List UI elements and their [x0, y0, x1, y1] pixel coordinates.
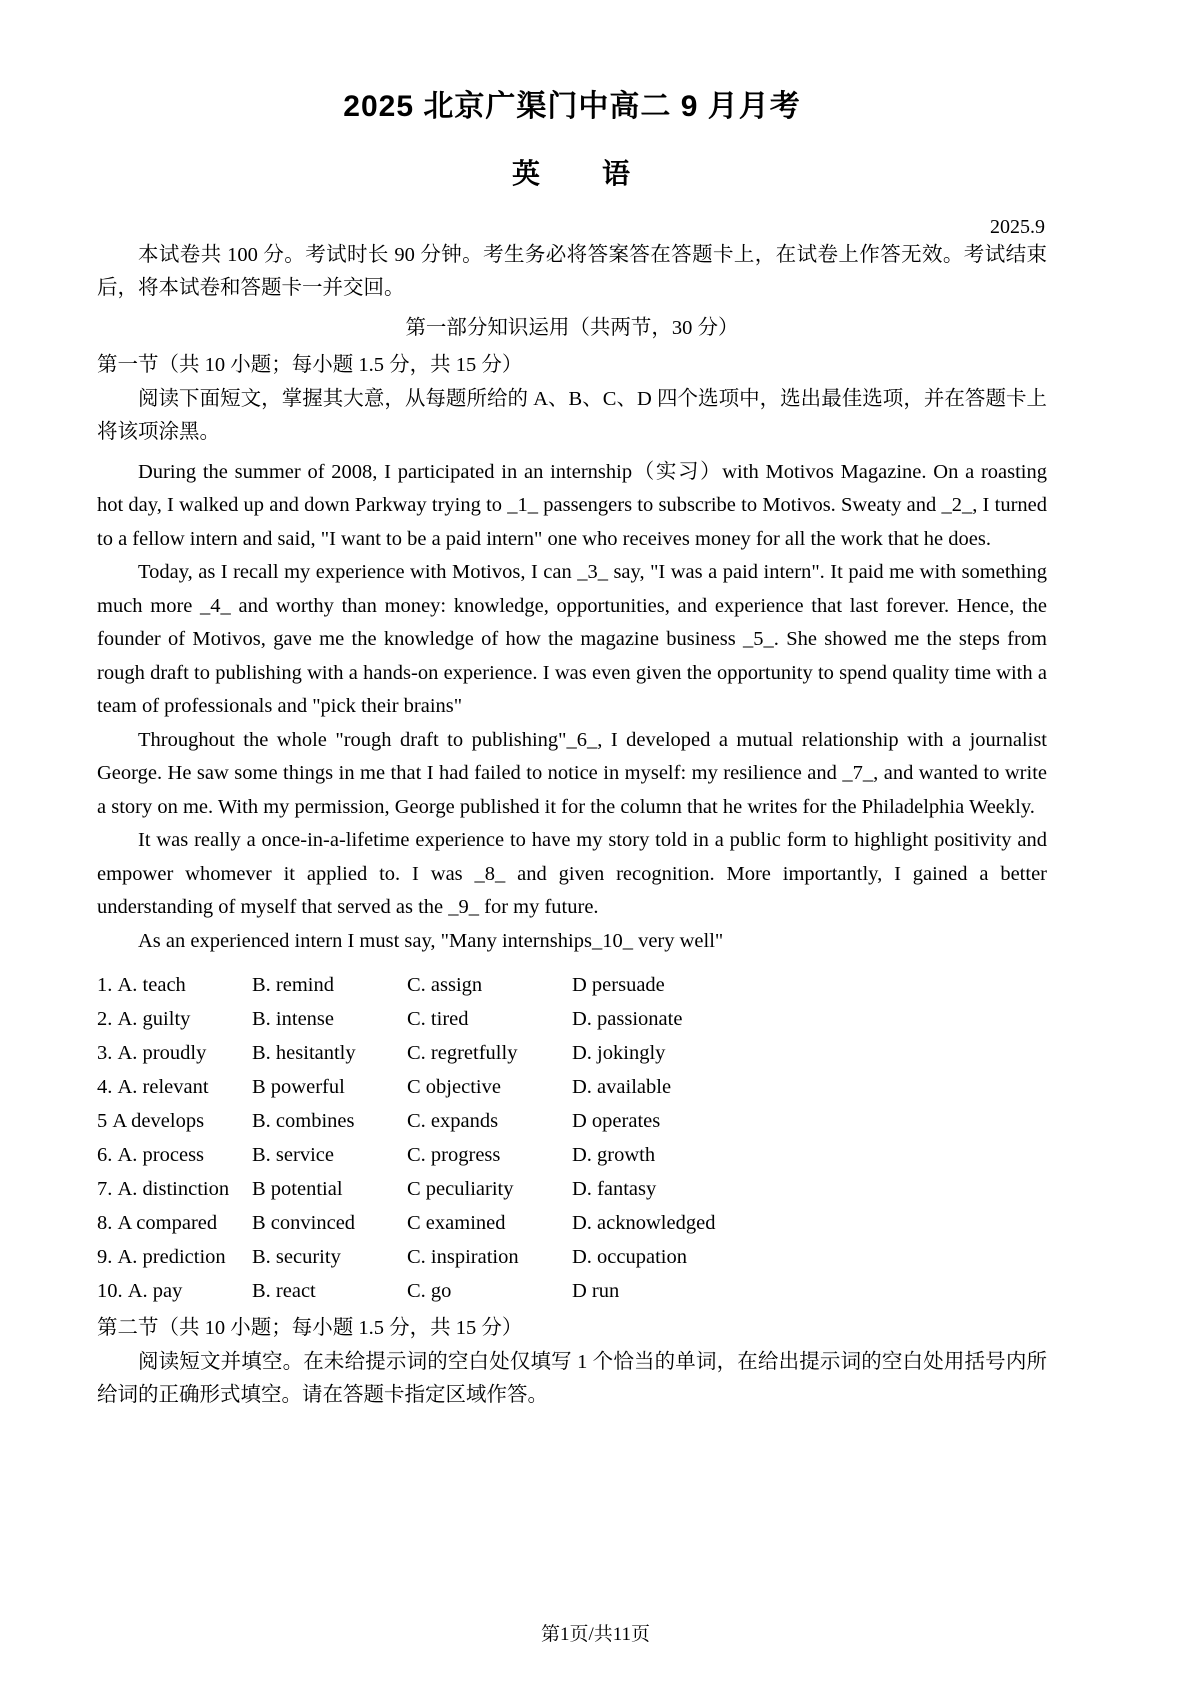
option-choice-c[interactable]: C. assign [407, 974, 483, 996]
option-choice-c[interactable]: C. tired [407, 1008, 469, 1030]
page-footer: 第1页/共11页 [540, 1624, 651, 1645]
option-choice-d[interactable]: D. jokingly [572, 1042, 666, 1064]
option-label-a: A. proudly [117, 1042, 207, 1064]
option-row [97, 1274, 1047, 1308]
option-number: 1. [97, 974, 113, 996]
option-choice-a[interactable] [97, 1206, 252, 1240]
option-number: 10. [97, 1280, 123, 1302]
option-row [97, 1172, 1047, 1206]
option-choice-d[interactable]: D. occupation [572, 1246, 687, 1268]
option-choice-a[interactable] [97, 1172, 252, 1206]
cloze-passage [97, 456, 1047, 959]
section-two-instruction: 阅读短文并填空。在未给提示词的空白处仅填写 1 个恰当的单词，在给出提示词的空白处用括号内所给词的正确形式填空。请在答题卡指定区域作答。 [97, 1350, 1047, 1406]
option-choice-d[interactable]: D operates [572, 1110, 661, 1132]
option-number: 7. [97, 1178, 113, 1200]
option-choice-b[interactable]: B. security [252, 1246, 341, 1268]
option-choice-a[interactable] [97, 1138, 252, 1172]
option-choice-c[interactable]: C. progress [407, 1144, 501, 1166]
option-choice-a[interactable] [97, 1240, 252, 1274]
section-one-heading: 第一节（共 10 小题；每小题 1.5 分，共 15 分） [97, 354, 523, 376]
option-label-a: A. relevant [117, 1076, 209, 1098]
option-choice-b[interactable]: B. hesitantly [252, 1042, 356, 1064]
option-choice-a[interactable] [97, 968, 252, 1002]
option-choice-c[interactable]: C objective [407, 1076, 501, 1098]
option-choice-c[interactable]: C examined [407, 1212, 506, 1234]
option-row [97, 968, 1047, 1002]
option-choice-b[interactable]: B convinced [252, 1212, 356, 1234]
subject-title: 英 语 [511, 157, 632, 189]
part-one-heading: 第一部分知识运用（共两节，30 分） [405, 316, 739, 339]
option-choice-b[interactable]: B powerful [252, 1076, 345, 1098]
option-choice-d[interactable]: D persuade [572, 974, 665, 996]
option-number: 2. [97, 1008, 113, 1030]
passage-paragraph: Throughout the whole "rough draft to publishing"_6_, I developed a mutual relationship with a journalist George. He saw some things in me that I had failed to notice in myself: my resilience and _7_, and wanted to write a story on me. With my permission, George published it for the column that he writes for the Philadelphia Weekly. [97, 728, 1047, 818]
passage-paragraph: During the summer of 2008, I participated in an internship（实习）with Motivos Magazine. On a roasting hot day, I walked up and down Parkway trying to _1_ passengers to subscribe to Motivos. Sweaty and _2_, I turned to a fellow intern and said, "I want to be a paid intern" one who receives money for all the work that he does. [97, 460, 1047, 550]
option-choice-d[interactable]: D. fantasy [572, 1178, 657, 1200]
option-label-a: A. guilty [117, 1008, 191, 1030]
option-row [97, 1036, 1047, 1070]
option-choice-b[interactable]: B potential [252, 1178, 343, 1200]
passage-paragraph: As an experienced intern I must say, "Many internships_10_ very well" [138, 929, 724, 952]
page-content [97, 0, 1047, 1413]
option-row [97, 1104, 1047, 1138]
option-choice-a[interactable] [97, 1104, 252, 1138]
option-row [97, 1206, 1047, 1240]
option-choice-c[interactable]: C. go [407, 1280, 452, 1302]
exam-notice: 本试卷共 100 分。考试时长 90 分钟。考生务必将答案答在答题卡上，在试卷上作答无效。考试结束后，将本试卷和答题卡一并交回。 [97, 243, 1047, 299]
option-number: 5 [97, 1110, 108, 1132]
option-row [97, 1240, 1047, 1274]
option-choice-d[interactable]: D. passionate [572, 1008, 683, 1030]
option-number: 4. [97, 1076, 113, 1098]
option-choice-d[interactable]: D. growth [572, 1144, 656, 1166]
option-choice-d[interactable]: D. acknowledged [572, 1212, 716, 1234]
option-row [97, 1002, 1047, 1036]
section-two-heading: 第二节（共 10 小题；每小题 1.5 分，共 15 分） [97, 1317, 523, 1339]
option-choice-a[interactable] [97, 1036, 252, 1070]
option-choice-c[interactable]: C. regretfully [407, 1042, 518, 1064]
option-choice-b[interactable]: B. service [252, 1144, 334, 1166]
option-choice-b[interactable]: B. intense [252, 1008, 334, 1030]
option-label-a: A. pay [127, 1280, 183, 1302]
option-number: 9. [97, 1246, 113, 1268]
option-label-a: A. distinction [117, 1178, 230, 1200]
option-choice-c[interactable]: C. inspiration [407, 1246, 519, 1268]
passage-paragraph: It was really a once-in-a-lifetime experience to have my story told in a public form to highlight positivity and empower whomever it applied to. I was _8_ and given recognition. More importantly, I gained a better understanding of myself that served as the _9_ for my future. [97, 829, 1047, 918]
option-label-a: A develops [112, 1110, 205, 1132]
cloze-options-list [97, 968, 1047, 1308]
option-label-a: A. prediction [117, 1246, 226, 1268]
option-choice-a[interactable] [97, 1002, 252, 1036]
passage-paragraph: Today, as I recall my experience with Motivos, I can _3_ say, "I was a paid intern". It paid me with something much more _4_ and worthy than money: knowledge, opportunities, and experience that last forever. Hence, the founder of Motivos, gave me the knowledge of how the magazine business _5_. She showed me the steps from rough draft to publishing with a hands-on experience. I was even given the opportunity to spend quality time with a team of professionals and "pick their brains" [97, 561, 1047, 717]
option-choice-b[interactable]: B. react [252, 1280, 316, 1302]
option-choice-b[interactable]: B. combines [252, 1110, 355, 1132]
option-choice-a[interactable] [97, 1070, 252, 1104]
option-choice-b[interactable]: B. remind [252, 974, 334, 996]
option-number: 8. [97, 1212, 113, 1234]
option-choice-c[interactable]: C. expands [407, 1110, 499, 1132]
option-number: 6. [97, 1144, 113, 1166]
option-row [97, 1070, 1047, 1104]
option-number: 3. [97, 1042, 113, 1064]
option-choice-c[interactable]: C peculiarity [407, 1178, 514, 1200]
option-label-a: A. process [117, 1144, 205, 1166]
exam-date: 2025.9 [990, 215, 1045, 238]
option-label-a: A compared [117, 1212, 218, 1234]
option-label-a: A. teach [117, 974, 186, 996]
section-one-instruction: 阅读下面短文，掌握其大意，从每题所给的 A、B、C、D 四个选项中，选出最佳选项，并在答题卡上将该项涂黑。 [97, 387, 1047, 443]
option-row [97, 1138, 1047, 1172]
option-choice-d[interactable]: D. available [572, 1076, 672, 1098]
option-choice-d[interactable]: D run [572, 1280, 620, 1302]
option-choice-a[interactable] [97, 1274, 252, 1308]
page-title: 2025 北京广渠门中高二 9 月月考 [343, 90, 801, 123]
